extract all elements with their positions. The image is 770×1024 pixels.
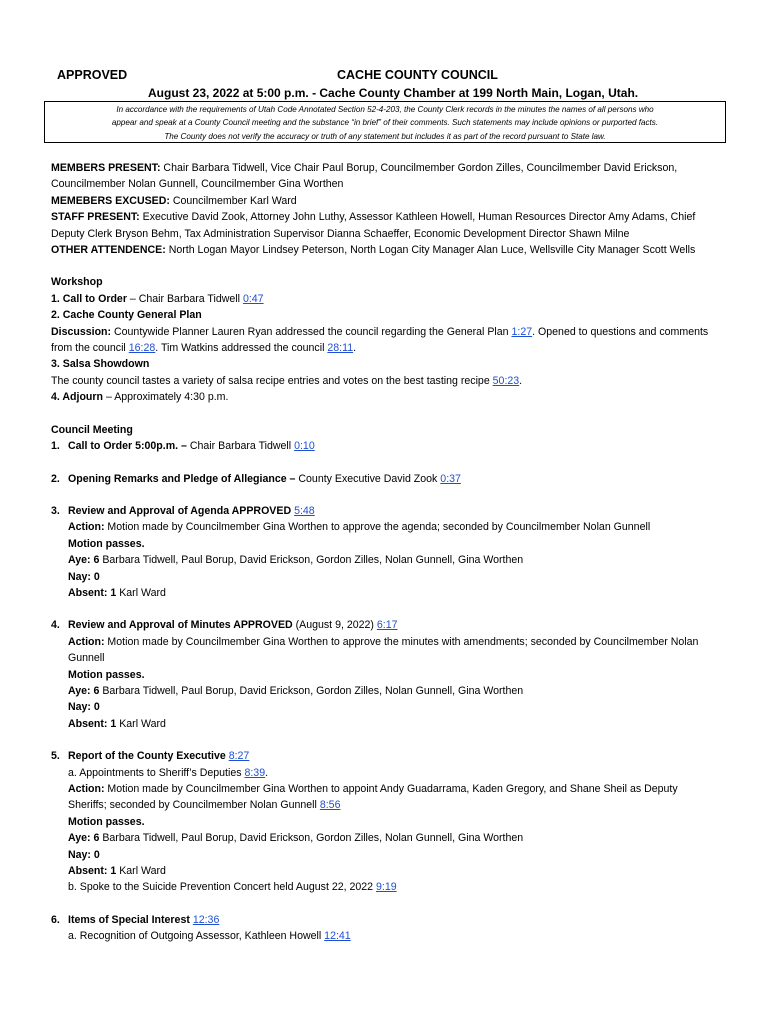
item-label: 2. Cache County General Plan bbox=[51, 309, 202, 322]
absent-label: Absent: 1 bbox=[68, 717, 117, 730]
timestamp-link[interactable]: 6:17 bbox=[376, 619, 398, 632]
workshop-discussion bbox=[51, 324, 719, 357]
aye-list: Barbara Tidwell, Paul Borup, David Erickson, Gordon Zilles, Nolan Gunnell, Gina Worthen bbox=[99, 832, 524, 845]
action-label: Action: bbox=[68, 521, 105, 534]
vote-absent bbox=[68, 585, 719, 601]
meeting-item-6 bbox=[51, 912, 719, 945]
staff-present-label: STAFF PRESENT: bbox=[51, 211, 140, 224]
other-attendance-list: North Logan Mayor Lindsey Peterson, North Logan City Manager Alan Luce, Wellsville City Manager Scott Wells bbox=[165, 244, 696, 257]
item-text: b. Spoke to the Suicide Prevention Concert held August 22, 2022 bbox=[68, 881, 377, 894]
item-text: a. Recognition of Outgoing Assessor, Kathleen Howell bbox=[68, 930, 325, 943]
workshop-item-4 bbox=[51, 389, 719, 405]
motion-action bbox=[68, 634, 719, 667]
disclaimer-line: appear and speak at a County Council meeting and the substance “in brief” of their comments. Such statements may include opinions or purported facts. bbox=[111, 118, 659, 128]
action-label: Action: bbox=[68, 783, 105, 795]
workshop-item-1 bbox=[51, 291, 719, 307]
motion-action bbox=[68, 781, 719, 814]
timestamp-link[interactable]: 16:28 bbox=[128, 342, 156, 355]
vote-nay: Nay: 0 bbox=[68, 701, 100, 714]
action-text: Motion made by Councilmember Gina Worthen to approve the minutes with amendments; seconded by Councilmember Nolan Gunnell bbox=[68, 635, 699, 665]
absent-list: Karl Ward bbox=[116, 865, 166, 878]
item-label: 1. Call to Order bbox=[51, 292, 127, 305]
item-text: – Chair Barbara Tidwell bbox=[126, 292, 243, 305]
item-number: 1. bbox=[51, 440, 60, 453]
item-text: County Executive David Zook bbox=[295, 472, 441, 485]
timestamp-link[interactable]: 0:47 bbox=[242, 292, 264, 305]
workshop-item-2 bbox=[51, 307, 719, 323]
item-text: (August 9, 2022) bbox=[292, 619, 377, 632]
timestamp-link[interactable]: 8:39 bbox=[244, 766, 266, 779]
item-text: The county council tastes a variety of salsa recipe entries and votes on the best tasting recipe bbox=[51, 374, 493, 387]
approved-label: APPROVED bbox=[57, 68, 128, 82]
item-label: Opening Remarks and Pledge of Allegiance – bbox=[68, 472, 296, 485]
disclaimer-box bbox=[44, 101, 726, 143]
staff-present bbox=[51, 209, 719, 242]
meeting-heading: Council Meeting bbox=[51, 423, 133, 436]
timestamp-link[interactable]: 9:19 bbox=[376, 881, 397, 894]
action-text: Motion made by Councilmember Gina Worthen to approve the agenda; seconded by Councilmember Nolan Gunnell bbox=[104, 521, 651, 534]
aye-label: Aye: 6 bbox=[68, 554, 100, 567]
item-label: Items of Special Interest bbox=[68, 913, 190, 926]
item-label: 3. Salsa Showdown bbox=[51, 358, 150, 371]
meeting-item-3 bbox=[51, 503, 719, 601]
timestamp-link[interactable]: 8:56 bbox=[319, 799, 341, 812]
members-excused bbox=[51, 193, 719, 209]
other-attendance bbox=[51, 242, 719, 258]
timestamp-link[interactable]: 28:11 bbox=[327, 342, 354, 355]
timestamp-link[interactable]: 1:27 bbox=[511, 325, 533, 338]
salsa-text bbox=[51, 373, 719, 389]
council-title: CACHE COUNTY COUNCIL bbox=[337, 68, 498, 82]
minutes-body bbox=[51, 160, 719, 945]
meeting-item-4 bbox=[51, 617, 719, 732]
motion-action bbox=[68, 519, 719, 535]
aye-list: Barbara Tidwell, Paul Borup, David Erickson, Gordon Zilles, Nolan Gunnell, Gina Worthen bbox=[99, 554, 524, 567]
absent-label: Absent: 1 bbox=[68, 586, 117, 599]
action-text: Motion made by Councilmember Gina Worthen to appoint Andy Guadarrama, Kaden Gregory, and Shane Sheil as Deputy Sheriffs; seconded by Councilmember Nolan Gunnell bbox=[68, 783, 678, 812]
staff-present-list: Executive David Zook, Attorney John Luthy, Assessor Kathleen Howell, Human Resources Director Amy Adams, Chief Deputy Clerk Bryson Behm, Tax Administration Supervisor Dianna Schaeffer, Economic Development Director Shawn Milne bbox=[51, 211, 696, 240]
item-text: – Approximately 4:30 p.m. bbox=[103, 391, 229, 404]
vote-absent bbox=[68, 863, 719, 879]
timestamp-link[interactable]: 0:10 bbox=[294, 440, 315, 453]
aye-label: Aye: 6 bbox=[68, 684, 100, 697]
sub-item-a bbox=[68, 765, 719, 781]
meeting-item-1 bbox=[51, 438, 719, 454]
vote-nay: Nay: 0 bbox=[68, 848, 100, 861]
timestamp-link[interactable]: 12:41 bbox=[324, 930, 351, 943]
item-text: . Tim Watkins addressed the council bbox=[155, 342, 328, 355]
item-number: 2. bbox=[51, 472, 60, 485]
item-label: Report of the County Executive bbox=[68, 750, 226, 763]
members-present-label: MEMBERS PRESENT: bbox=[51, 162, 161, 174]
members-present-list: Chair Barbara Tidwell, Vice Chair Paul Borup, Councilmember Gordon Zilles, Councilmember David Erickson, Councilmember Nolan Gunnell, Councilmember Gina Worthen bbox=[51, 162, 678, 191]
meeting-date-location: August 23, 2022 at 5:00 p.m. - Cache County Chamber at 199 North Main, Logan, Utah. bbox=[148, 86, 639, 100]
item-label: Review and Approval of Agenda APPROVED bbox=[68, 504, 292, 517]
timestamp-link[interactable]: 50:23 bbox=[492, 374, 520, 387]
disclaimer-line: In accordance with the requirements of Utah Code Annotated Section 52-4-203, the County Clerk records in the minutes the names of all persons who bbox=[116, 105, 654, 114]
vote-nay: Nay: 0 bbox=[68, 570, 100, 583]
vote-aye bbox=[68, 830, 719, 846]
action-label: Action: bbox=[68, 635, 105, 648]
item-text: Chair Barbara Tidwell bbox=[186, 440, 295, 453]
item-number: 5. bbox=[51, 750, 60, 763]
motion-passes: Motion passes. bbox=[68, 815, 145, 828]
vote-aye bbox=[68, 683, 719, 699]
sub-item-b bbox=[68, 879, 719, 895]
item-number: 6. bbox=[51, 913, 60, 926]
item-text: . bbox=[353, 342, 357, 355]
meeting-item-5 bbox=[51, 748, 719, 896]
item-label: Review and Approval of Minutes APPROVED bbox=[68, 619, 293, 632]
timestamp-link[interactable]: 12:36 bbox=[192, 913, 220, 926]
timestamp-link[interactable]: 8:27 bbox=[228, 750, 250, 763]
workshop-item-3 bbox=[51, 356, 719, 372]
members-excused-label: MEMEBERS EXCUSED: bbox=[51, 194, 170, 207]
discussion-label: Discussion: bbox=[51, 325, 112, 338]
meeting-item-2 bbox=[51, 471, 719, 487]
motion-passes: Motion passes. bbox=[68, 668, 145, 681]
item-text: Countywide Planner Lauren Ryan addressed the council regarding the General Plan bbox=[111, 325, 512, 338]
item-number: 3. bbox=[51, 504, 60, 517]
item-label: Call to Order 5:00p.m. – bbox=[68, 440, 187, 453]
disclaimer-line: The County does not verify the accuracy or truth of any statement but includes it as part of the record pursuant to State law. bbox=[164, 131, 606, 141]
aye-label: Aye: 6 bbox=[68, 832, 100, 845]
vote-aye bbox=[68, 552, 719, 568]
item-label: 4. Adjourn bbox=[51, 391, 103, 404]
item-text: . bbox=[519, 374, 523, 387]
members-excused-list: Councilmember Karl Ward bbox=[169, 194, 297, 207]
workshop-title bbox=[51, 274, 719, 290]
absent-list: Karl Ward bbox=[116, 586, 166, 599]
motion-passes: Motion passes. bbox=[68, 537, 145, 550]
absent-list: Karl Ward bbox=[116, 717, 166, 730]
workshop-heading: Workshop bbox=[51, 276, 103, 289]
absent-label: Absent: 1 bbox=[68, 865, 117, 878]
item-text: . bbox=[265, 766, 269, 779]
document-header bbox=[52, 68, 722, 104]
meeting-title bbox=[51, 422, 719, 438]
sub-item-a bbox=[68, 928, 719, 944]
timestamp-link[interactable]: 0:37 bbox=[440, 472, 461, 485]
item-number: 4. bbox=[51, 619, 60, 632]
item-text: . Opened to questions and comments from the council bbox=[51, 325, 709, 355]
vote-absent bbox=[68, 716, 719, 732]
other-attendance-label: OTHER ATTENDENCE: bbox=[51, 244, 166, 257]
item-text: a. Appointments to Sheriff’s Deputies bbox=[68, 766, 245, 779]
timestamp-link[interactable]: 5:48 bbox=[294, 504, 315, 517]
aye-list: Barbara Tidwell, Paul Borup, David Erickson, Gordon Zilles, Nolan Gunnell, Gina Worthen bbox=[99, 684, 524, 697]
members-present bbox=[51, 160, 719, 193]
